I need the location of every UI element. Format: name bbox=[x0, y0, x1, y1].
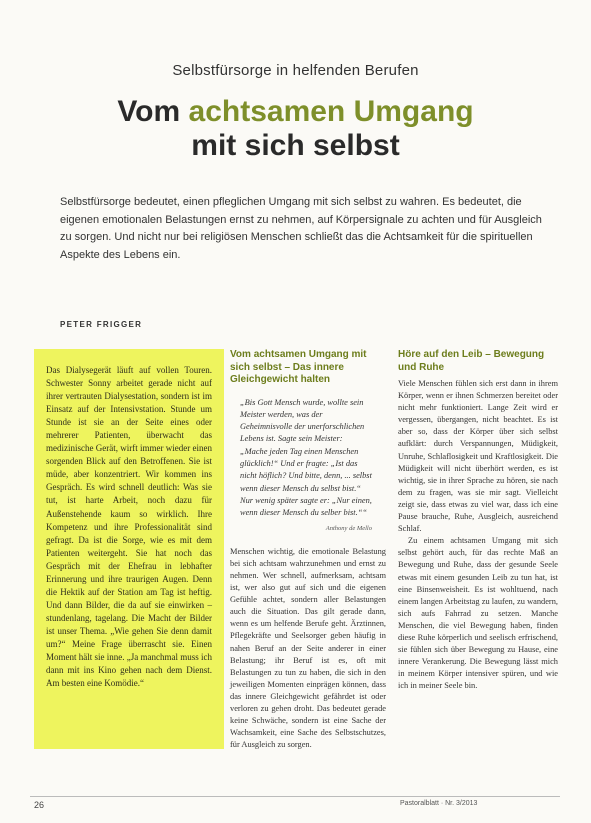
highlight-box-text: Das Dialysegerät läuft auf vollen Touren. Schwester Sonny arbeitet gerade nicht auf ihrer vertrauten Dialysestation, sondern ist im Einsatz auf der Intensivstation. Stunde um Stunde ist sie an der Seite eines oder mehrerer Patienten, überwacht das medizinische Gerät, wirft immer wieder einen sorgenden Blick auf den Betroffenen. Sie ist müde, aber konzentriert. Wir kommen ins Gespräch. Es wird schnell deutlich: Was sie tut, ist harte Arbeit, noch dazu für Außenstehende kaum so wirklich. Ihre Kompetenz und ihre Professionalität sind gefragt. Da ist die Sorge, wie es mit dem Patienten weitergeht. Sie hat noch das Gespräch mit der Ehefrau in lebhafter Erinnerung und ihre traurigen Augen. Denn die Hektik auf der Station am Tag ist heftig. Und dann Bilder, die da auf sie einwirken – stundenlang, tagelang. Die Macht der Bilder ist unser Thema. „Wie gehen Sie denn damit um?“ Meine Frage überrascht sie. Einen Moment hält sie inne. „Ja manchmal muss ich dann mit ins Kino gehen nach dem Dienst. Am besten eine Komödie.“ bbox=[46, 365, 212, 689]
page-number: 26 bbox=[34, 800, 45, 810]
column-2-heading: Vom achtsamen Umgang mit sich selbst – Das innere Gleichgewicht halten bbox=[230, 349, 367, 385]
quote-block bbox=[240, 397, 372, 536]
footer-rule bbox=[30, 796, 560, 797]
kicker: Selbstfürsorge in helfenden Berufen bbox=[172, 62, 419, 79]
column-3-body bbox=[398, 378, 558, 692]
title-line2: mit sich selbst bbox=[191, 129, 400, 162]
column-3-heading: Höre auf den Leib – Bewegung und Ruhe bbox=[398, 349, 545, 373]
column-3 bbox=[398, 349, 558, 692]
column-3-paragraph-1: Viele Menschen fühlen sich erst dann in ihrem Körper, wenn er ihnen Schmerzen bereitet oder nicht mehr funktioniert. Lange Zeit wird er vergessen, übergangen, nicht beachtet. Es ist aber so, dass der Körper über sich selbst aufklärt: durch Verspannungen, Müdigkeit, Unruhe, Schlaflosigkeit und Kraftlosigkeit. Die Müdigkeit will nicht überhört werden, es ist wichtig, sie in ihrer Sprache zu hören, sie nach dem zu fragen, was sie mir sagt. Vielleicht zeigt sie, dass etwas zu viel war, dass ich eine Pause brauche, Ruhe, Ausgleich, ausreichend Schlaf. bbox=[398, 379, 558, 534]
quote-text: „Bis Gott Mensch wurde, wollte sein Meister werden, was der Geheimnisvolle der unerforschlichen Lebens ist. Sagte sein Meister: „Mache jeden Tag einen Menschen glücklich!“ Und er fragte: „Ist das nicht höflich? Und bitte, denn, ... selbst wenn dieser Mensch du selbst bist.“ Nur wenig später sagte er: „Nur einen, wenn dieser Mensch du selber bist.““ bbox=[240, 397, 372, 518]
title-prefix: Vom bbox=[117, 95, 189, 128]
title-accent: achtsamen Umgang bbox=[188, 95, 474, 128]
column-3-paragraph-2: Zu einem achtsamen Umgang mit sich selbst gehört auch, für das rechte Maß an Bewegung und Ruhe, dass der gesunde Seele etwas mit einem gesunden Leib zu tun hat, ist eine Binsenweisheit. Es ist wohltuend, nach einem langen Arbeitstag zu laufen, zu wandern, sich aufs Fahrrad zu setzen. Manche Menschen, die viel Bewegung haben, finden diese Ruhe körperlich und seelisch erfrischend, sie fühlen sich über Bewegung zu Hause, eine innere Verankerung. Die Bewegung lässt mich in meinem Körper intensiver spüren, und wie ich in meiner Seele bin. bbox=[398, 536, 558, 691]
column-2 bbox=[230, 349, 386, 751]
quote-author: Anthony de Mello bbox=[325, 525, 372, 533]
column-2-body: Menschen wichtig, die emotionale Belastung bei sich achtsam wahrzunehmen und ernst zu nehmen. Wer schnell, aufmerksam, achtsam ist, wer also gut auf sich und die eigenen Gefühle achtet, sondern aller Belastungen auch die Situation. Das gilt gerade dann, wenn es um helfende Berufe geht. Ärztinnen, Pflegekräfte und Seelsorger geben häufig in nahen Beruf an der Seite anderer in einer Belastung; ihr Beruf ist es, oft mit Belastungen zu tun zu haben, die sich in den jeweiligen Momenten einprägen können, dass das innere Gleichgewicht gefährdet ist oder verloren zu gehen droht. Das bedeutet gerade keine Schwäche, sondern ist eine Sache der Wachsamkeit, eine Sache des Selbstschutzes, für Ausgleich zu sorgen. bbox=[230, 546, 386, 750]
author-byline: PETER FRIGGER bbox=[60, 320, 143, 329]
article-title bbox=[0, 95, 591, 163]
magazine-footer: Pastoralblatt · Nr. 3/2013 bbox=[400, 800, 478, 807]
lead-paragraph: Selbstfürsorge bedeutet, einen pfleglichen Umgang mit sich selbst zu wahren. Es bedeutet, die eigenen emotionalen Belastungen ernst zu nehmen, auf Körpersignale zu achten und für Ausgleich zu sorgen. Und nicht nur bei religiösen Menschen schließt das die Achtsamkeit für die spirituellen Aspekte des Lebens ein. bbox=[60, 196, 542, 261]
